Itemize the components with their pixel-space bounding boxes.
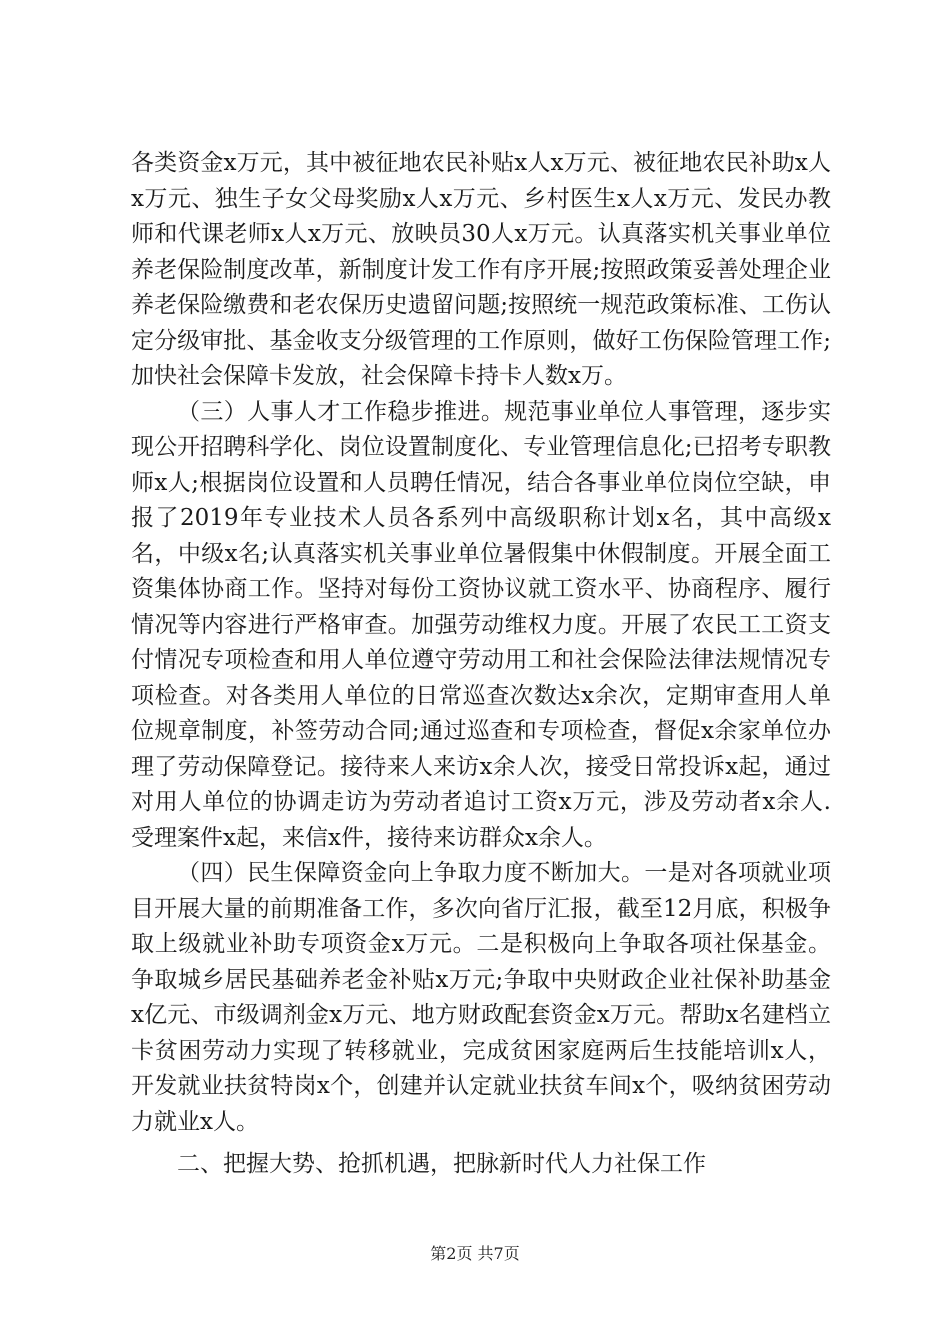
page-footer: 第2页 共7页 [430,1244,520,1263]
paragraph-personnel: （三）人事人才工作稳步推进。规范事业单位人事管理，逐步实现公开招聘科学化、岗位设置制度化、专业管理信息化;已招考专职教师x人;根据岗位设置和人员聘任情况，结合各事业单位岗位空缺，申报了2019年专业技术人员各系列中高级职称计划x名，其中高级x名，中级x名;认真落实机关事业单位暑假集中休假制度。开展全面工资集体协商工作。坚持对每份工资协议就工资水平、协商程序、履行情况等内容进行严格审查。加强劳动维权力度。开展了农民工工资支付情况专项检查和用人单位遵守劳动用工和社会保险法律法规情况专项检查。对各类用人单位的日常巡查次数达x余次，定期审查用人单位规章制度，补签劳动合同;通过巡查和专项检查，督促x余家单位办理了劳动保障登记。接待来人来访x余人次，接受日常投诉x起，通过对用人单位的协调走访为劳动者追讨工资x万元，涉及劳动者x余人.受理案件x起，来信x件，接待来访群众x余人。 [131,398,831,851]
paragraph-livelihood-funds: （四）民生保障资金向上争取力度不断加大。一是对各项就业项目开展大量的前期准备工作，多次向省厅汇报，截至12月底，积极争取上级就业补助专项资金x万元。二是积极向上争取各项社保基金。争取城乡居民基础养老金补贴x万元;争取中央财政企业社保补助基金x亿元、市级调剂金x万元、地方财政配套资金x万元。帮助x名建档立卡贫困劳动力实现了转移就业，完成贫困家庭两后生技能培训x人，开发就业扶贫特岗x个，创建并认定就业扶贫车间x个，吸纳贫困劳动力就业x人。 [131,860,831,1135]
body-text [131,146,831,1182]
paragraph-funds: 各类资金x万元，其中被征地农民补贴x人x万元、被征地农民补助x人x万元、独生子女父母奖励x人x万元、乡村医生x人x万元、发民办教师和代课老师x人x万元、放映员30人x万元。认真落实机关事业单位养老保险制度改革，新制度计发工作有序开展;按照政策妥善处理企业养老保险缴费和老农保历史遗留问题;按照统一规范政策标准、工伤认定分级审批、基金收支分级管理的工作原则，做好工伤保险管理工作;加快社会保障卡发放，社会保障卡持卡人数x万。 [131,150,831,389]
section-heading: 二、把握大势、抢抓机遇，把脉新时代人力社保工作 [177,1151,706,1177]
